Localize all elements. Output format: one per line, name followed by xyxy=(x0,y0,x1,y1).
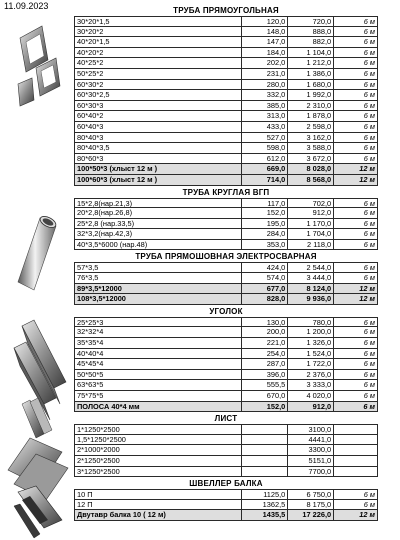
table-row xyxy=(74,27,378,38)
item-name: 40*20*1,5 xyxy=(75,37,242,47)
price-per-meter: 433,0 xyxy=(242,122,288,132)
piece-length: 6 м xyxy=(334,69,378,79)
price-per-piece: 1 524,0 xyxy=(288,349,334,359)
item-name: 15*2,8(нар.21,3) xyxy=(75,199,242,208)
item-name: 1,5*1250*2500 xyxy=(75,435,242,445)
table-row xyxy=(74,143,378,154)
piece-length: 6 м xyxy=(334,273,378,283)
item-name: 60*30*2 xyxy=(75,80,242,90)
item-name: 75*75*5 xyxy=(75,391,242,401)
item-name: 3*1250*2500 xyxy=(75,467,242,477)
table-row xyxy=(74,327,378,338)
table-row xyxy=(74,424,378,435)
price-per-meter: 195,0 xyxy=(242,219,288,229)
piece-length: 6 м xyxy=(334,349,378,359)
item-name: 80*60*3 xyxy=(75,154,242,164)
piece-length: 6 м xyxy=(334,370,378,380)
piece-length: 6 м xyxy=(334,318,378,327)
price-per-piece: 17 226,0 xyxy=(288,510,334,520)
piece-length: 6 м xyxy=(334,219,378,229)
table-row xyxy=(74,402,378,413)
piece-length: 6 м xyxy=(334,58,378,68)
price-per-piece: 2 598,0 xyxy=(288,122,334,132)
item-name: 2*1250*2500 xyxy=(75,456,242,466)
price-per-meter: 332,0 xyxy=(242,90,288,100)
item-name: 25*25*3 xyxy=(75,318,242,327)
table-row xyxy=(74,240,378,251)
price-per-piece: 3300,0 xyxy=(288,445,334,455)
piece-length: 6 м xyxy=(334,133,378,143)
price-per-meter: 313,0 xyxy=(242,111,288,121)
price-per-meter xyxy=(242,467,288,477)
price-per-meter: 527,0 xyxy=(242,133,288,143)
item-name: 40*3,5*6000 (нар.48) xyxy=(75,240,242,250)
rect-tube-image xyxy=(18,26,60,106)
item-name: 32*3,2(нар.42,3) xyxy=(75,229,242,239)
table-row xyxy=(74,175,378,186)
price-per-piece: 8 568,0 xyxy=(288,175,334,185)
piece-length: 6 м xyxy=(334,240,378,250)
table-row xyxy=(74,445,378,456)
price-per-piece: 1 680,0 xyxy=(288,80,334,90)
item-name: 12 П xyxy=(75,500,242,510)
piece-length: 6 м xyxy=(334,199,378,208)
piece-length: 12 м xyxy=(334,284,378,294)
steel-strip-image xyxy=(22,398,52,438)
price-per-meter: 598,0 xyxy=(242,143,288,153)
piece-length: 6 м xyxy=(334,391,378,401)
table-row xyxy=(74,90,378,101)
price-per-piece: 1 878,0 xyxy=(288,111,334,121)
section-title: ТРУБА ПРЯМОШОВНАЯ ЭЛЕКТРОСВАРНАЯ xyxy=(135,252,317,262)
item-name: 30*20*1,5 xyxy=(75,17,242,26)
price-per-meter: 574,0 xyxy=(242,273,288,283)
price-per-meter: 152,0 xyxy=(242,208,288,218)
round-pipe-image xyxy=(18,214,58,290)
table-row xyxy=(74,208,378,219)
item-name: Двутавр балка 10 ( 12 м) xyxy=(75,510,242,520)
product-images xyxy=(0,0,74,540)
item-name: 50*25*2 xyxy=(75,69,242,79)
table-row xyxy=(74,122,378,133)
price-per-meter: 669,0 xyxy=(242,164,288,174)
price-per-meter: 1362,5 xyxy=(242,500,288,510)
item-name: 63*63*5 xyxy=(75,380,242,390)
table-row xyxy=(74,154,378,165)
piece-length: 6 м xyxy=(334,27,378,37)
price-date: 11.09.2023 xyxy=(4,1,49,11)
price-per-piece: 1 992,0 xyxy=(288,90,334,100)
price-per-piece: 702,0 xyxy=(288,199,334,208)
table-row xyxy=(74,284,378,295)
price-per-meter: 130,0 xyxy=(242,318,288,327)
price-per-piece: 720,0 xyxy=(288,17,334,26)
price-per-piece: 3 672,0 xyxy=(288,154,334,164)
piece-length: 6 м xyxy=(334,338,378,348)
price-per-piece: 2 310,0 xyxy=(288,101,334,111)
piece-length: 6 м xyxy=(334,327,378,337)
piece-length xyxy=(334,425,378,434)
section-title: ШВЕЛЛЕР БАЛКА xyxy=(189,479,263,489)
price-per-piece: 3 162,0 xyxy=(288,133,334,143)
table-row xyxy=(74,58,378,69)
price-per-meter: 221,0 xyxy=(242,338,288,348)
piece-length: 6 м xyxy=(334,111,378,121)
item-name: 32*32*4 xyxy=(75,327,242,337)
price-per-piece: 8 175,0 xyxy=(288,500,334,510)
price-table xyxy=(74,6,378,523)
table-row xyxy=(74,262,378,273)
table-row xyxy=(74,500,378,511)
item-name: 89*3,5*12000 xyxy=(75,284,242,294)
price-per-piece: 912,0 xyxy=(288,208,334,218)
channel-beam-image xyxy=(14,486,62,538)
price-per-meter: 152,0 xyxy=(242,402,288,412)
price-per-meter: 612,0 xyxy=(242,154,288,164)
price-per-piece: 1 170,0 xyxy=(288,219,334,229)
table-row xyxy=(74,273,378,284)
price-per-piece: 1 212,0 xyxy=(288,58,334,68)
table-row xyxy=(74,48,378,59)
item-name: 25*2,8 (нар.33,5) xyxy=(75,219,242,229)
price-per-meter: 148,0 xyxy=(242,27,288,37)
piece-length xyxy=(334,435,378,445)
price-per-piece: 3100,0 xyxy=(288,425,334,434)
item-name: 45*45*4 xyxy=(75,359,242,369)
piece-length: 6 м xyxy=(334,17,378,26)
price-per-piece: 8 124,0 xyxy=(288,284,334,294)
price-per-piece: 1 704,0 xyxy=(288,229,334,239)
item-name: 30*20*2 xyxy=(75,27,242,37)
price-per-meter: 202,0 xyxy=(242,58,288,68)
price-per-piece: 1 104,0 xyxy=(288,48,334,58)
price-per-piece: 3 588,0 xyxy=(288,143,334,153)
item-name: ПОЛОСА 40*4 мм xyxy=(75,402,242,412)
table-row xyxy=(74,349,378,360)
item-name: 80*40*3 xyxy=(75,133,242,143)
piece-length: 6 м xyxy=(334,90,378,100)
price-per-meter: 120,0 xyxy=(242,17,288,26)
price-per-meter: 200,0 xyxy=(242,327,288,337)
price-per-meter: 677,0 xyxy=(242,284,288,294)
table-row xyxy=(74,317,378,328)
table-row xyxy=(74,229,378,240)
table-row xyxy=(74,219,378,230)
piece-length xyxy=(334,445,378,455)
section-title: ТРУБА КРУГЛАЯ ВГП xyxy=(182,187,270,197)
item-name: 100*60*3 (хлыст 12 м ) xyxy=(75,175,242,185)
price-per-piece: 1 200,0 xyxy=(288,327,334,337)
piece-length: 6 м xyxy=(334,143,378,153)
item-name: 60*30*3 xyxy=(75,101,242,111)
piece-length: 12 м xyxy=(334,294,378,304)
piece-length: 12 м xyxy=(334,510,378,520)
table-row xyxy=(74,164,378,175)
price-per-piece: 9 936,0 xyxy=(288,294,334,304)
table-row xyxy=(74,510,378,521)
price-per-piece: 882,0 xyxy=(288,37,334,47)
price-per-piece: 5151,0 xyxy=(288,456,334,466)
price-per-meter: 284,0 xyxy=(242,229,288,239)
table-row xyxy=(74,338,378,349)
price-per-piece: 3 333,0 xyxy=(288,380,334,390)
piece-length: 6 м xyxy=(334,208,378,218)
piece-length: 6 м xyxy=(334,490,378,499)
item-name: 57*3,5 xyxy=(75,263,242,272)
price-per-meter: 1435,5 xyxy=(242,510,288,520)
item-name: 80*40*3,5 xyxy=(75,143,242,153)
table-row xyxy=(74,133,378,144)
section-title: УГОЛОК xyxy=(209,306,243,316)
price-per-meter xyxy=(242,456,288,466)
piece-length: 6 м xyxy=(334,380,378,390)
price-per-meter: 1125,0 xyxy=(242,490,288,499)
table-row xyxy=(74,359,378,370)
price-per-meter: 231,0 xyxy=(242,69,288,79)
piece-length xyxy=(334,467,378,477)
price-per-meter: 714,0 xyxy=(242,175,288,185)
price-per-meter: 353,0 xyxy=(242,240,288,250)
table-row xyxy=(74,80,378,91)
table-row xyxy=(74,16,378,27)
table-row xyxy=(74,69,378,80)
piece-length: 6 м xyxy=(334,101,378,111)
price-per-piece: 8 028,0 xyxy=(288,164,334,174)
price-per-piece: 1 326,0 xyxy=(288,338,334,348)
item-name: 1*1250*2500 xyxy=(75,425,242,434)
price-per-meter: 184,0 xyxy=(242,48,288,58)
piece-length: 6 м xyxy=(334,80,378,90)
piece-length: 6 м xyxy=(334,37,378,47)
price-per-piece: 4 020,0 xyxy=(288,391,334,401)
price-per-piece: 2 118,0 xyxy=(288,240,334,250)
table-row xyxy=(74,391,378,402)
price-per-meter: 424,0 xyxy=(242,263,288,272)
piece-length: 6 м xyxy=(334,122,378,132)
price-per-meter: 555,5 xyxy=(242,380,288,390)
price-per-meter: 254,0 xyxy=(242,349,288,359)
price-per-meter: 828,0 xyxy=(242,294,288,304)
table-row xyxy=(74,111,378,122)
piece-length: 6 м xyxy=(334,229,378,239)
price-per-meter: 147,0 xyxy=(242,37,288,47)
price-per-meter xyxy=(242,425,288,434)
price-per-meter: 385,0 xyxy=(242,101,288,111)
price-per-meter: 280,0 xyxy=(242,80,288,90)
price-per-piece: 1 386,0 xyxy=(288,69,334,79)
price-per-piece: 2 544,0 xyxy=(288,263,334,272)
price-per-meter: 396,0 xyxy=(242,370,288,380)
item-name: 40*20*2 xyxy=(75,48,242,58)
piece-length: 6 м xyxy=(334,263,378,272)
price-per-meter: 117,0 xyxy=(242,199,288,208)
piece-length: 12 м xyxy=(334,175,378,185)
section-title: ЛИСТ xyxy=(214,414,238,424)
price-per-piece: 888,0 xyxy=(288,27,334,37)
item-name: 2*1000*2000 xyxy=(75,445,242,455)
piece-length: 12 м xyxy=(334,164,378,174)
price-per-piece: 912,0 xyxy=(288,402,334,412)
price-per-piece: 3 444,0 xyxy=(288,273,334,283)
piece-length: 6 м xyxy=(334,154,378,164)
table-row xyxy=(74,380,378,391)
price-per-meter xyxy=(242,435,288,445)
price-per-piece: 6 750,0 xyxy=(288,490,334,499)
item-name: 60*30*2,5 xyxy=(75,90,242,100)
table-row xyxy=(74,101,378,112)
table-row xyxy=(74,370,378,381)
price-per-piece: 7700,0 xyxy=(288,467,334,477)
price-per-piece: 2 376,0 xyxy=(288,370,334,380)
price-per-piece: 780,0 xyxy=(288,318,334,327)
item-name: 108*3,5*12000 xyxy=(75,294,242,304)
table-row xyxy=(74,456,378,467)
item-name: 60*40*2 xyxy=(75,111,242,121)
table-row xyxy=(74,37,378,48)
item-name: 10 П xyxy=(75,490,242,499)
table-row xyxy=(74,489,378,500)
item-name: 50*50*5 xyxy=(75,370,242,380)
section-title: ТРУБА ПРЯМОУГОЛЬНАЯ xyxy=(173,6,279,15)
item-name: 40*25*2 xyxy=(75,58,242,68)
item-name: 20*2,8(нар.26,8) xyxy=(75,208,242,218)
piece-length: 6 м xyxy=(334,48,378,58)
price-per-meter xyxy=(242,445,288,455)
table-row xyxy=(74,294,378,305)
piece-length xyxy=(334,456,378,466)
piece-length: 6 м xyxy=(334,402,378,412)
item-name: 100*50*3 (хлыст 12 м ) xyxy=(75,164,242,174)
table-row xyxy=(74,198,378,209)
table-row xyxy=(74,435,378,446)
table-row xyxy=(74,467,378,478)
piece-length: 6 м xyxy=(334,359,378,369)
item-name: 35*35*4 xyxy=(75,338,242,348)
price-per-piece: 4441,0 xyxy=(288,435,334,445)
item-name: 76*3,5 xyxy=(75,273,242,283)
item-name: 60*40*3 xyxy=(75,122,242,132)
item-name: 40*40*4 xyxy=(75,349,242,359)
price-per-piece: 1 722,0 xyxy=(288,359,334,369)
price-per-meter: 287,0 xyxy=(242,359,288,369)
piece-length: 6 м xyxy=(334,500,378,510)
price-per-meter: 670,0 xyxy=(242,391,288,401)
